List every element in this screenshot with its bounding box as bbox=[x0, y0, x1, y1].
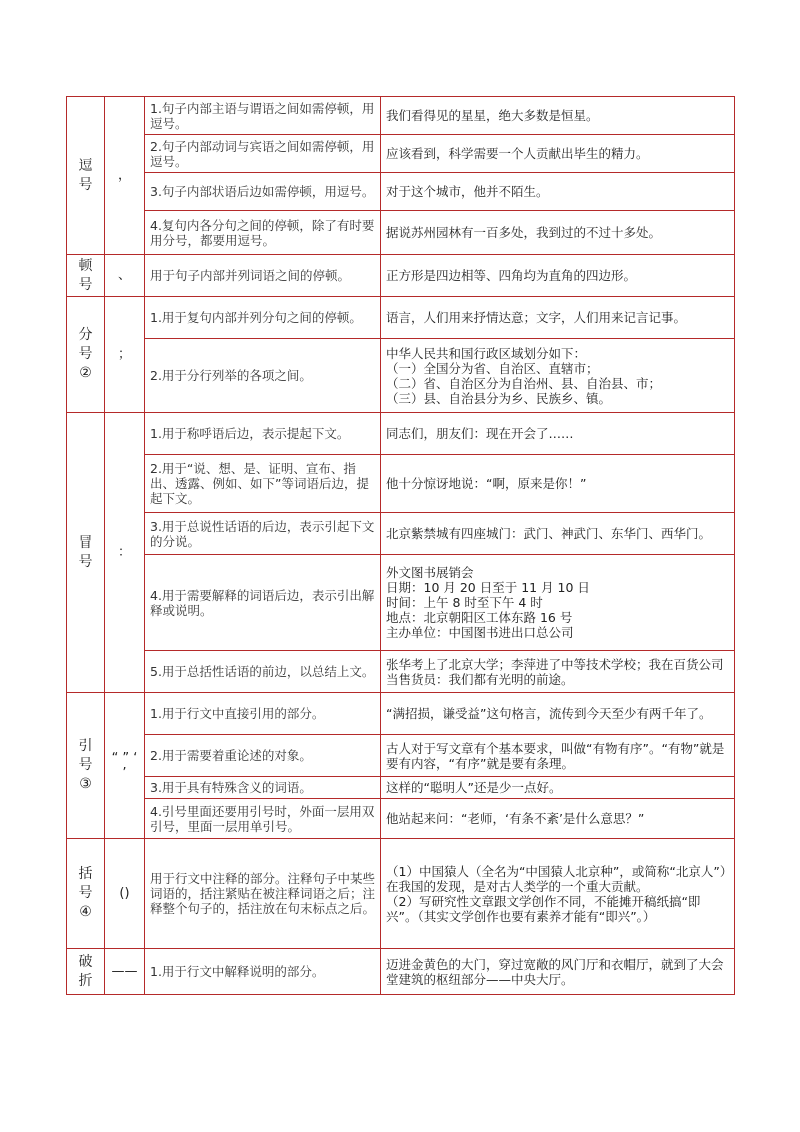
example-line: 日期：10 月 20 日至于 11 月 10 日 bbox=[386, 580, 590, 595]
usage-cell: 3.句子内部状语后边如需停顿，用逗号。 bbox=[145, 173, 381, 211]
punct-name-cell bbox=[67, 297, 105, 413]
example-cell bbox=[381, 555, 735, 651]
usage-cell: 1.用于行文中解释说明的部分。 bbox=[145, 949, 381, 995]
usage-cell: 2.用于需要着重论述的对象。 bbox=[145, 735, 381, 777]
table-row bbox=[67, 173, 735, 211]
example-line: （三）县、自治县分为乡、民族乡、镇。 bbox=[386, 390, 612, 406]
table-row bbox=[67, 651, 735, 693]
table-row bbox=[67, 839, 735, 949]
punct-name: 顿号 bbox=[78, 257, 93, 293]
example-cell: 同志们，朋友们：现在开会了…… bbox=[381, 413, 735, 455]
punct-name-cell bbox=[67, 949, 105, 995]
punct-name: 冒号 bbox=[78, 534, 93, 570]
punct-name-cell bbox=[67, 255, 105, 297]
usage-cell: 5.用于总括性话语的前边，以总结上文。 bbox=[145, 651, 381, 693]
usage-cell: 4.复句内各分句之间的停顿，除了有时要用分号，都要用逗号。 bbox=[145, 211, 381, 255]
usage-cell: 1.用于称呼语后边，表示提起下文。 bbox=[145, 413, 381, 455]
example-cell bbox=[381, 339, 735, 413]
punct-symbol: () bbox=[105, 839, 145, 949]
example-paragraph: （2）写研究性文章跟文学创作不同，不能摊开稿纸搞“即兴”。（其实文学创作也要有素养才能有“即兴”。） bbox=[386, 893, 701, 924]
example-cell: 应该看到，科学需要一个人贡献出毕生的精力。 bbox=[381, 135, 735, 173]
usage-cell: 1.句子内部主语与谓语之间如需停顿，用逗号。 bbox=[145, 97, 381, 135]
example-cell: 对于这个城市，他并不陌生。 bbox=[381, 173, 735, 211]
punct-symbol: “ ” ‘ ’ bbox=[105, 693, 145, 839]
example-line: 时间：上午 8 时至下午 4 时 bbox=[386, 595, 543, 610]
table-row bbox=[67, 555, 735, 651]
example-cell: 他站起来问：“老师，‘有条不紊’是什么意思？” bbox=[381, 799, 735, 839]
usage-cell: 1.用于行文中直接引用的部分。 bbox=[145, 693, 381, 735]
punct-name: 分号② bbox=[78, 327, 93, 381]
example-cell: 我们看得见的星星，绝大多数是恒星。 bbox=[381, 97, 735, 135]
example-cell: 据说苏州园林有一百多处，我到过的不过十多处。 bbox=[381, 211, 735, 255]
usage-cell: 4.引号里面还要用引号时，外面一层用双引号，里面一层用单引号。 bbox=[145, 799, 381, 839]
example-cell: 这样的“聪明人”还是少一点好。 bbox=[381, 777, 735, 799]
usage-cell: 4.用于需要解释的词语后边，表示引出解释或说明。 bbox=[145, 555, 381, 651]
usage-cell: 3.用于总说性话语的后边，表示引起下文的分说。 bbox=[145, 513, 381, 555]
example-line: 中华人民共和国行政区域划分如下： bbox=[386, 345, 587, 361]
table-row bbox=[67, 799, 735, 839]
punct-symbol: ， bbox=[105, 97, 145, 255]
table-row bbox=[67, 297, 735, 339]
table-row bbox=[67, 255, 735, 297]
example-cell: 北京紫禁城有四座城门：武门、神武门、东华门、西华门。 bbox=[381, 513, 735, 555]
punct-name-cell bbox=[67, 839, 105, 949]
example-line: （二）省、自治区分为自治州、县、自治县、市； bbox=[386, 375, 662, 391]
usage-cell: 1.用于复句内部并列分句之间的停顿。 bbox=[145, 297, 381, 339]
example-line: 地点：北京朝阳区工体东路 16 号 bbox=[386, 610, 573, 625]
punct-name-cell bbox=[67, 97, 105, 255]
table-row bbox=[67, 455, 735, 513]
punctuation-table bbox=[66, 96, 735, 995]
table-row bbox=[67, 413, 735, 455]
punct-symbol: ： bbox=[105, 413, 145, 693]
punct-name: 逗号 bbox=[78, 157, 93, 193]
example-cell bbox=[381, 839, 735, 949]
example-cell: 古人对于写文章有个基本要求，叫做“有物有序”。“有物”就是要有内容，“有序”就是要有条理。 bbox=[381, 735, 735, 777]
punct-symbol: ； bbox=[105, 297, 145, 413]
table-row bbox=[67, 513, 735, 555]
example-line: （一）全国分为省、自治区、直辖市； bbox=[386, 360, 599, 376]
example-cell: 迈进金黄色的大门，穿过宽敞的风门厅和衣帽厅，就到了大会堂建筑的枢纽部分——中央大厅。 bbox=[381, 949, 735, 995]
usage-cell: 用于行文中注释的部分。注释句子中某些词语的，括注紧贴在被注释词语之后；注释整个句子的，括注放在句末标点之后。 bbox=[145, 839, 381, 949]
punct-symbol: —— bbox=[105, 949, 145, 995]
usage-cell: 2.句子内部动词与宾语之间如需停顿，用逗号。 bbox=[145, 135, 381, 173]
punct-symbol: 、 bbox=[105, 255, 145, 297]
punct-name-cell bbox=[67, 413, 105, 693]
example-paragraph: （1）中国猿人（全名为“中国猿人北京种”，或简称“北京人”）在我国的发现，是对古人类学的一个重大贡献。 bbox=[386, 863, 727, 894]
table-row bbox=[67, 777, 735, 799]
table-row bbox=[67, 339, 735, 413]
usage-cell: 2.用于“说、想、是、证明、宣布、指出、透露、例如、如下”等词语后边，提起下文。 bbox=[145, 455, 381, 513]
table-row bbox=[67, 735, 735, 777]
punct-name: 括号④ bbox=[78, 866, 93, 920]
example-cell: 张华考上了北京大学；李萍进了中等技术学校；我在百货公司当售货员：我们都有光明的前途。 bbox=[381, 651, 735, 693]
table-row bbox=[67, 949, 735, 995]
example-cell: 语言，人们用来抒情达意；文字，人们用来记言记事。 bbox=[381, 297, 735, 339]
table-row bbox=[67, 97, 735, 135]
example-line: 外文图书展销会 bbox=[386, 565, 474, 580]
usage-cell: 用于句子内部并列词语之间的停顿。 bbox=[145, 255, 381, 297]
example-cell: “满招损，谦受益”这句格言，流传到今天至少有两千年了。 bbox=[381, 693, 735, 735]
example-cell: 他十分惊讶地说：“啊，原来是你！” bbox=[381, 455, 735, 513]
example-cell: 正方形是四边相等、四角均为直角的四边形。 bbox=[381, 255, 735, 297]
table-row bbox=[67, 211, 735, 255]
table-row bbox=[67, 693, 735, 735]
punct-name: 引号③ bbox=[78, 738, 93, 792]
punct-name: 破折 bbox=[78, 953, 93, 989]
table-row bbox=[67, 135, 735, 173]
usage-cell: 3.用于具有特殊含义的词语。 bbox=[145, 777, 381, 799]
punct-name-cell bbox=[67, 693, 105, 839]
usage-cell: 2.用于分行列举的各项之间。 bbox=[145, 339, 381, 413]
example-line: 主办单位：中国图书进出口总公司 bbox=[386, 625, 574, 640]
